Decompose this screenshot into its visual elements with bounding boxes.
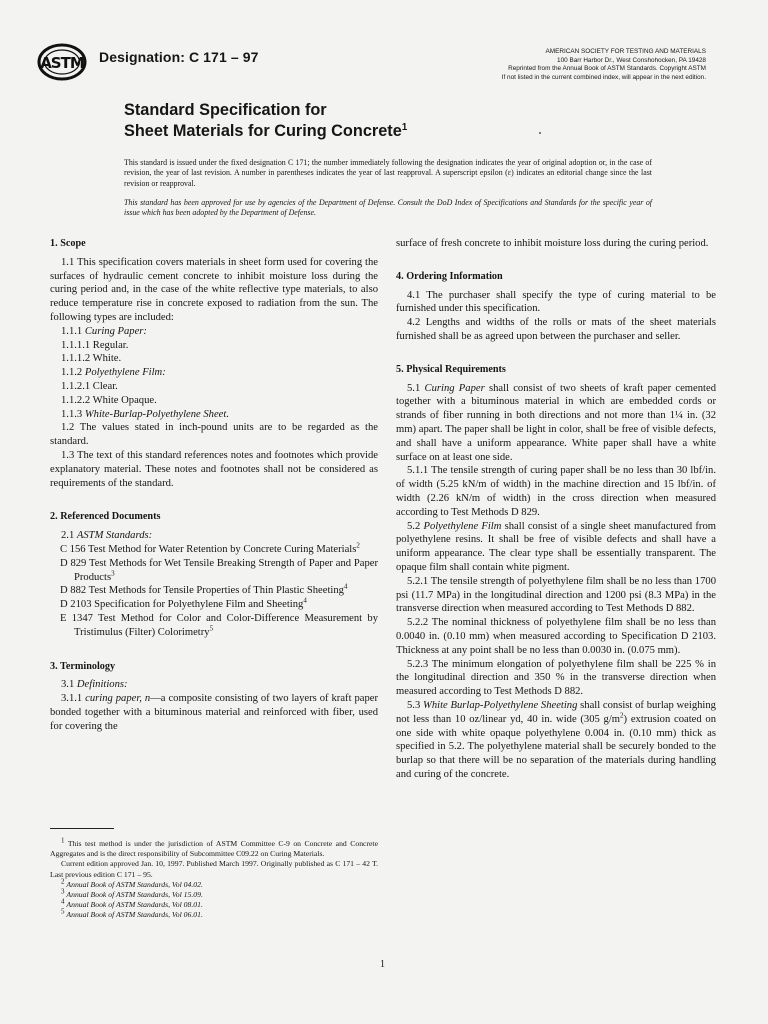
left-column xyxy=(50,237,378,734)
title-line-1: Standard Specification for xyxy=(124,101,327,119)
paragraph-text: ) extrusion coated on one side with white opaque polyethylene 0.004 in. (0.10 mm) thick as specified in 5.2. The polyethylene material shall be securely bonded to the burlap so that there will be no separation of the materials during handling and curing of the concrete. xyxy=(396,713,716,780)
section-heading: 5. Physical Requirements xyxy=(396,363,506,375)
subsection-number: 2.1 xyxy=(61,530,75,542)
type-name: Curing Paper: xyxy=(84,325,147,337)
paragraph: 5.2.3 The minimum elongation of polyethylene film shall be 225 % in the longitudinal direction and 350 % in the transverse direction when measured according to Test Methods D 882. xyxy=(396,658,716,698)
section-heading: 3. Terminology xyxy=(50,660,116,672)
paragraph: 1.2 The values stated in inch-pound units are to be regarded as the standard. xyxy=(50,422,378,448)
footnote-ref: 5 xyxy=(209,624,214,633)
footnote-ref: 4 xyxy=(303,596,307,605)
speck xyxy=(539,132,541,134)
svg-text:ASTM: ASTM xyxy=(40,54,84,72)
subsection-name: Definitions: xyxy=(76,679,128,691)
reference-item xyxy=(50,557,378,585)
right-column xyxy=(396,237,716,782)
footnote-ref: 2 xyxy=(356,541,360,550)
astm-logo xyxy=(36,42,92,82)
subsection-name: ASTM Standards: xyxy=(76,530,153,542)
material-name: Polyethylene Film xyxy=(423,520,502,532)
footnote xyxy=(50,877,378,890)
paragraph: 4.1 The purchaser shall specify the type of curing material to be furnished under this specification. xyxy=(396,289,716,315)
subsection xyxy=(50,678,378,692)
paragraph: 5.1.1 The tensile strength of curing paper shall be no less than 30 lbf/in. of width (5.25 kN/m of width) in the machine direction and 15 lbf/in. of width (2.26 kN/m of width) in the cross direction when measured according to Test Methods D 829. xyxy=(396,465,716,518)
footnote-mark: 1 xyxy=(61,836,65,845)
title-line-2: Sheet Materials for Curing Concrete xyxy=(124,122,402,140)
material-name: White Burlap-Polyethylene Sheeting xyxy=(423,699,578,711)
subtype-item: 1.1.1.1 Regular. xyxy=(61,339,129,351)
paragraph xyxy=(396,699,716,782)
paragraph-number: 5.2 xyxy=(407,520,421,532)
paragraph: 4.2 Lengths and widths of the rolls or mats of the sheet materials furnished shall be as agreed upon between the purchaser and seller. xyxy=(396,317,716,342)
publisher-line: 100 Barr Harbor Dr., West Conshohocken, PA 19428 xyxy=(557,56,706,64)
paragraph-text: shall consist of two sheets of kraft paper cemented together with a bituminous material in which are embedded cords or strands of fiber running in both directions and not more than 1¼ in. (32 mm) apart. The paper shall be light in color, shall be free of visible defects, and shall have a uniform appearance. White paper shall have a white surface on at least one side. xyxy=(396,382,716,463)
document-title xyxy=(124,100,407,142)
page-number: 1 xyxy=(380,959,385,970)
footnote-text: This test method is under the jurisdiction of ASTM Committee C-9 on Concrete and Concrete Aggregates and is the direct responsibility of Subcommittee C09.22 on Curing Materials. xyxy=(50,839,378,859)
type-number: 1.1.3 xyxy=(61,408,83,420)
paragraph xyxy=(396,520,716,575)
paragraph: 5.2.1 The tensile strength of polyethylene film shall be no less than 1700 psi (11.7 MPa) in the longitudinal direction and 1200 psi (8.3 MPa) in the transverse direction when measured according to Test Methods D 882. xyxy=(396,575,716,615)
footnote xyxy=(50,907,378,920)
definition-text: —a composite consisting of two layers of kraft paper bonded together with a bituminous material and reinforced with fiber, used for covering the xyxy=(50,693,378,732)
section-heading: 4. Ordering Information xyxy=(396,270,503,282)
paragraph-number: 5.1 xyxy=(407,382,421,394)
material-name: Curing Paper xyxy=(424,382,485,394)
subtype-item: 1.1.2.2 White Opaque. xyxy=(61,394,157,406)
subtype-item: 1.1.1.2 White. xyxy=(61,353,122,365)
publisher-line: AMERICAN SOCIETY FOR TESTING AND MATERIALS xyxy=(545,48,706,55)
footnote xyxy=(50,859,378,879)
footnote-ref: 4 xyxy=(343,582,348,591)
reference-item xyxy=(50,584,378,598)
paragraph: surface of fresh concrete to inhibit moisture loss during the curing period. xyxy=(396,238,709,249)
reference-text: D 829 Test Methods for Wet Tensile Breaking Strength of Paper and Paper Products xyxy=(60,557,378,583)
footnote-ref: 3 xyxy=(111,569,115,577)
reference-item xyxy=(50,598,378,612)
type-number: 1.1.1 xyxy=(61,325,83,337)
superscript: 2 xyxy=(620,711,624,720)
publisher-line: Reprinted from the Annual Book of ASTM Standards. Copyright ASTM xyxy=(508,65,706,73)
definition xyxy=(50,692,378,733)
reference-text: D 882 Test Methods for Tensile Properties of Thin Plastic Sheeting xyxy=(60,585,344,597)
footnote-mark: 5 xyxy=(61,907,65,916)
section-heading: 1. Scope xyxy=(50,238,86,249)
reference-text: E 1347 Test Method for Color and Color-Difference Measurement by Tristimulus (Filter) Colorimetry xyxy=(60,612,378,638)
reference-item xyxy=(50,612,378,640)
reference-item xyxy=(50,543,378,557)
paragraph-text: shall consist of a single sheet manufactured from polyethylene resins. It shall be free of visible defects and shall have a uniform appearance. The clear type shall be essentially transparent. The opaque film shall contain white pigment. xyxy=(396,520,716,573)
footnote-mark: 2 xyxy=(61,877,65,886)
paragraph-text: shall consist of burlap weighing not less than 10 oz/linear yd, 40 in. wide (305 g/m xyxy=(396,699,716,725)
footnote-mark: 3 xyxy=(61,887,65,896)
footnote-text: Current edition approved Jan. 10, 1997. Published March 1997. Originally published as C 171 – 42 T. Last previous edition C 171 – 95. xyxy=(50,859,378,879)
footnote-text: Annual Book of ASTM Standards, Vol 04.02. xyxy=(66,879,203,889)
designation: Designation: C 171 – 97 xyxy=(99,49,259,65)
publisher-block xyxy=(430,48,706,82)
footnote xyxy=(50,887,378,900)
subsection xyxy=(50,529,378,543)
publisher-line: If not listed in the current combined index, will appear in the next edition. xyxy=(501,73,706,81)
footnotes xyxy=(50,836,378,921)
paragraph: 1.1 This specification covers materials in sheet form used for covering the surfaces of hydraulic cement concrete to inhibit moisture loss during the curing period and, in the case of the white reflective type materials, to also reduce temperature rise in concrete exposed to radiation from the sun. The following types are included: xyxy=(50,256,378,323)
footnote-text: Annual Book of ASTM Standards, Vol 06.01. xyxy=(66,910,203,920)
section-heading: 2. Referenced Documents xyxy=(50,511,161,523)
subtype-item: 1.1.2.1 Clear. xyxy=(61,380,118,392)
footnote xyxy=(50,836,378,859)
footnote-rule xyxy=(50,828,114,829)
definition-term: curing paper, n xyxy=(85,693,151,705)
dod-notice: This standard has been approved for use by agencies of the Department of Defense. Consult the DoD Index of Specifications and Standards for the specific year of issue which has been adopted by the Department of Defense. xyxy=(124,198,652,218)
footnote-mark: 4 xyxy=(61,897,65,906)
footnote xyxy=(50,897,378,910)
title-footnote-mark: 1 xyxy=(401,122,408,133)
reference-text: C 156 Test Method for Water Retention by Concrete Curing Materials xyxy=(60,543,357,555)
paragraph xyxy=(396,382,716,465)
type-item xyxy=(50,366,378,380)
type-number: 1.1.2 xyxy=(61,367,83,379)
type-item xyxy=(50,408,378,422)
paragraph: 5.2.2 The nominal thickness of polyethylene film shall be no less than 0.0040 in. (0.10 mm) when measured according to Specification D 2103. Thickness at any point shall be no less than 0.0030 in. (0.075 mm). xyxy=(396,617,716,656)
type-name: White-Burlap-Polyethylene Sheet. xyxy=(84,408,229,420)
definition-number: 3.1.1 xyxy=(61,693,83,705)
subsection-number: 3.1 xyxy=(61,679,75,691)
footnote-text: Annual Book of ASTM Standards, Vol 08.01. xyxy=(66,900,203,910)
footnote-text: Annual Book of ASTM Standards, Vol 15.09. xyxy=(66,890,203,900)
type-name: Polyethylene Film: xyxy=(84,367,166,379)
reference-text: D 2103 Specification for Polyethylene Film and Sheeting xyxy=(60,599,304,611)
paragraph: 1.3 The text of this standard references notes and footnotes which provide explanatory material. These notes and footnotes shall not be considered as requirements of the standard. xyxy=(50,449,378,489)
paragraph-number: 5.3 xyxy=(407,699,421,711)
issuance-notice: This standard is issued under the fixed designation C 171; the number immediately following the designation indicates the year of original adoption or, in the case of revision, the year of last revision. A number in parentheses indicates the year of last reapproval. A superscript epsilon (ε) indicates an editorial change since the last revision or reapproval. xyxy=(124,158,652,188)
type-item xyxy=(50,325,378,339)
